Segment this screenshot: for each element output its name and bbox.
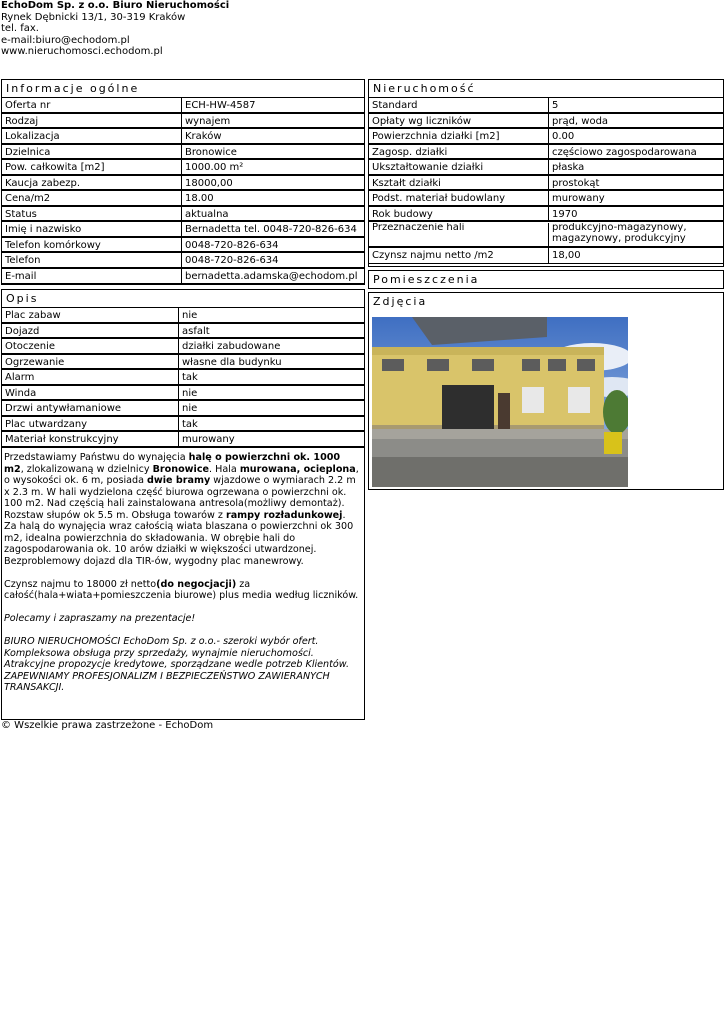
opis-row-value: własne dla budynku — [182, 356, 282, 368]
opis-row-label: Materiał konstrukcyjny — [2, 432, 179, 446]
property-row-value: częściowo zagospodarowana — [552, 146, 697, 158]
opis-row-value: nie — [182, 403, 198, 414]
company-fax: tel. fax. — [1, 23, 39, 34]
property-row — [369, 191, 723, 207]
general-row-value: ECH-HW-4587 — [185, 100, 256, 111]
opis-row — [2, 432, 364, 448]
general-row — [2, 114, 364, 130]
description-table — [2, 308, 364, 448]
property-row-label: Rok budowy — [369, 207, 549, 221]
opis-row — [2, 370, 364, 386]
agency-promo-text: BIURO NIERUCHOMOŚCI EchoDom Sp. z o.o.- szeroki wybór ofert. Kompleksowa obsługa przy sprzedaży, wynajmie nieruchomości. Atrakcyjne propozycje kredytowe, sporządzane wedle potrzeb Klientów. ZAPEWNIAMY PROFESJONALIZM I BEZPIECZEŃSTWO ZAWIERANYCH TRANSAKCJI. — [4, 636, 350, 693]
opis-row-value: asfalt — [182, 325, 210, 337]
body-text: za całość(hala+wiata+pomieszczenia biurowe) plus media według liczników. — [4, 578, 359, 601]
property-row-label: Powierzchnia działki [m2] — [369, 129, 549, 143]
general-row-value: 1000.00 m² — [185, 162, 244, 173]
general-row — [2, 238, 364, 254]
property-row — [369, 145, 723, 161]
description-title: Opis — [2, 290, 364, 308]
property-row — [369, 98, 723, 114]
opis-row — [2, 324, 364, 340]
opis-row-label: Dojazd — [2, 324, 179, 338]
opis-row-label: Ogrzewanie — [2, 355, 179, 369]
general-row-value: bernadetta.adamska@echodom.pl — [185, 270, 358, 282]
property-row-value: produkcyjno-magazynowy, magazynowy, produkcyjny — [552, 223, 687, 244]
opis-row-label: Drzwi antywłamaniowe — [2, 401, 179, 415]
photos-title: Zdjęcia — [373, 295, 428, 308]
general-row-label: Lokalizacja — [2, 129, 182, 143]
general-row-label: Kaucja zabezp. — [2, 176, 182, 190]
invitation-text: Polecamy i zapraszamy na prezentacje! — [4, 613, 196, 624]
opis-row-label: Winda — [2, 386, 179, 400]
opis-row — [2, 417, 364, 433]
rooms-title: Pomieszczenia — [373, 273, 480, 286]
description-paragraph-4 — [4, 636, 360, 694]
general-info-section — [1, 79, 365, 285]
property-row-value: 5 — [552, 100, 559, 111]
property-row-value: 18,00 — [552, 250, 581, 261]
general-info-title: Informacje ogólne — [2, 80, 364, 98]
opis-row-value: tak — [182, 418, 198, 430]
opis-row-label: Plac utwardzany — [2, 417, 179, 431]
general-row — [2, 222, 364, 238]
company-name: EchoDom Sp. z o.o. Biuro Nieruchomości — [1, 0, 230, 11]
body-text: , zlokalizowaną w dzielnicy — [20, 463, 153, 475]
property-row-value: prąd, woda — [552, 115, 609, 127]
property-row — [369, 160, 723, 176]
property-row-label: Zagosp. działki — [369, 145, 549, 159]
property-row — [369, 129, 723, 145]
general-row — [2, 176, 364, 192]
body-text: Przedstawiamy Państwu do wynajęcia — [4, 452, 189, 463]
opis-row — [2, 339, 364, 355]
description-paragraph-2 — [4, 579, 360, 602]
opis-row — [2, 386, 364, 402]
body-text: . Hala — [209, 463, 240, 475]
general-row-label: Pow. całkowita [m2] — [2, 160, 182, 174]
property-row — [369, 222, 723, 248]
general-row-value: 18.00 — [185, 193, 214, 204]
body-text: . Za halą do wynajęcia wraz całością wiata blaszana o powierzchni ok 300 m2, idealna powierzchnia do składowania. W obrębie hali do zagospodarowania ok. 10 arów działki w większości utwardzonej. Bezproblemowy dojazd dla TIR-ów, wygodny plac manewrowy. — [4, 509, 354, 567]
property-row-value: prostokąt — [552, 177, 600, 189]
opis-row-value: murowany — [182, 434, 235, 445]
property-row-value: płaska — [552, 162, 585, 173]
building-photo-image — [372, 317, 628, 487]
opis-row-label: Otoczenie — [2, 339, 179, 353]
description-text — [4, 452, 360, 705]
property-row — [369, 207, 723, 223]
general-row-label: Telefon — [2, 253, 182, 267]
opis-row-value: tak — [182, 372, 198, 383]
property-row-label: Podst. materiał budowlany — [369, 191, 549, 205]
general-row — [2, 191, 364, 207]
property-title: Nieruchomość — [369, 80, 723, 98]
property-row-label: Czynsz najmu netto /m2 — [369, 248, 549, 263]
property-row-label: Kształt działki — [369, 176, 549, 190]
body-text: wjazdowe o wymiarach 2.2 m x 2.3 m. W hali wydzielona część biurowa ogrzewana o powierzchni ok. 100 m2. Nad częścią hali zainstalowana antresola(możliwy demontaż). Rozstaw słupów ok 5.5 m. Obsługa towarów z — [4, 475, 356, 521]
property-section — [368, 79, 724, 267]
general-row — [2, 129, 364, 145]
general-row-value: Kraków — [185, 131, 222, 142]
highlight-text: Bronowice — [152, 463, 210, 475]
company-header — [1, 0, 229, 58]
rooms-section — [368, 270, 724, 289]
general-row-value: Bronowice — [185, 146, 237, 158]
general-row-label: Status — [2, 207, 182, 221]
highlight-text: murowana, ocieplona — [239, 463, 356, 475]
general-info-table — [2, 98, 364, 284]
general-row-label: Telefon komórkowy — [2, 238, 182, 252]
property-row-label: Ukształtowanie działki — [369, 160, 549, 174]
description-paragraph-1 — [4, 452, 360, 567]
highlight-text: halę o powierzchni ok. 1000 m2 — [4, 452, 341, 475]
general-row-label: Rodzaj — [2, 114, 182, 128]
footer-copyright: © Wszelkie prawa zastrzeżone - EchoDom — [1, 720, 214, 731]
general-row-label: E-mail — [2, 269, 182, 284]
general-row-value: 18000,00 — [185, 177, 233, 189]
opis-row-value: nie — [182, 387, 198, 399]
property-photo[interactable] — [372, 317, 628, 487]
general-row — [2, 160, 364, 176]
general-row-label: Oferta nr — [2, 98, 182, 112]
property-row-value: 0.00 — [552, 131, 575, 142]
property-row-label: Opłaty wg liczników — [369, 114, 549, 128]
property-row-value: murowany — [552, 193, 605, 204]
description-paragraph-3 — [4, 613, 360, 625]
highlight-text: rampy rozładunkowej — [225, 509, 343, 521]
company-address: Rynek Dębnicki 13/1, 30-319 Kraków — [1, 11, 186, 23]
general-row-label: Imię i nazwisko — [2, 222, 182, 236]
general-row-label: Dzielnica — [2, 145, 182, 159]
opis-row-value: nie — [182, 310, 198, 321]
general-row-label: Cena/m2 — [2, 191, 182, 205]
general-row — [2, 207, 364, 223]
opis-row-label: Alarm — [2, 370, 179, 384]
property-row — [369, 176, 723, 192]
general-row-value: Bernadetta tel. 0048-720-826-634 — [185, 224, 357, 235]
general-row — [2, 253, 364, 269]
general-row-value: wynajem — [185, 115, 231, 127]
body-text: Czynsz najmu to 18000 zł netto — [4, 578, 157, 590]
opis-row-label: Plac zabaw — [2, 308, 179, 322]
opis-row — [2, 401, 364, 417]
general-row-value: 0048-720-826-634 — [185, 255, 279, 266]
general-row — [2, 98, 364, 114]
body-text: , o wysokości ok. 6 m, posiada — [4, 463, 359, 486]
company-www: www.nieruchomosci.echodom.pl — [1, 46, 163, 57]
company-email: e-mail:biuro@echodom.pl — [1, 34, 130, 46]
property-table — [369, 98, 723, 264]
general-row-value: aktualna — [185, 208, 229, 220]
highlight-text: dwie bramy — [147, 475, 211, 486]
opis-row-value: działki zabudowane — [182, 341, 281, 352]
general-row — [2, 145, 364, 161]
property-row-value: 1970 — [552, 208, 578, 220]
general-row — [2, 269, 364, 285]
general-row-value: 0048-720-826-634 — [185, 239, 279, 251]
opis-row — [2, 308, 364, 324]
highlight-text: (do negocjacji) — [156, 578, 237, 590]
property-row — [369, 114, 723, 130]
property-row — [369, 248, 723, 264]
opis-row — [2, 355, 364, 371]
property-row-label: Przeznaczenie hali — [369, 223, 549, 246]
property-row-label: Standard — [369, 98, 549, 112]
